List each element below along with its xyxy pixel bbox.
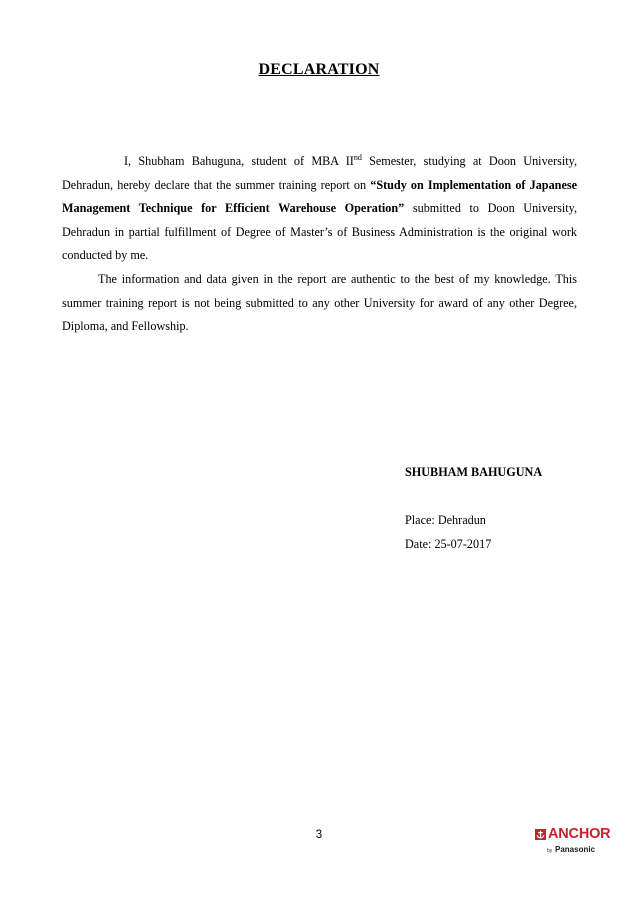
logo-by-text: by xyxy=(547,848,553,854)
paragraph-1-outro: submitted to Doon University, Dehradun in partial fulfillment of Degree of Master’s of Business Administration is the original work conducted by me. xyxy=(62,201,577,263)
page-number: 3 xyxy=(315,829,323,841)
declaration-paragraph-1 xyxy=(62,150,577,268)
declaration-paragraph-2: The information and data given in the report are authentic to the best of my knowledge. This summer training report is not being submitted to any other University for award of any other Degree, Diploma, and Fellowship. xyxy=(62,271,577,334)
paragraph-1-middle: Semester, studying at Doon University, Dehradun, hereby declare that the summer training report on xyxy=(62,154,577,192)
signature-name: SHUBHAM BAHUGUNA xyxy=(405,465,543,479)
report-title: “Study on Implementation of Japanese Management Technique for Efficient Warehouse Operation” xyxy=(62,177,578,216)
declaration-body xyxy=(62,150,577,339)
logo-brand-text: ANCHOR xyxy=(548,826,611,842)
signature-date: Date: 25-07-2017 xyxy=(405,537,492,551)
anchor-icon xyxy=(535,829,546,840)
semester-superscript: nd xyxy=(353,152,362,162)
page-title: DECLARATION xyxy=(258,61,380,78)
signature-place: Place: Dehradun xyxy=(405,513,486,527)
anchor-logo xyxy=(535,826,615,862)
logo-parent-text: Panasonic xyxy=(555,845,596,854)
paragraph-1-intro: I, Shubham Bahuguna, student of MBA II xyxy=(124,154,354,168)
